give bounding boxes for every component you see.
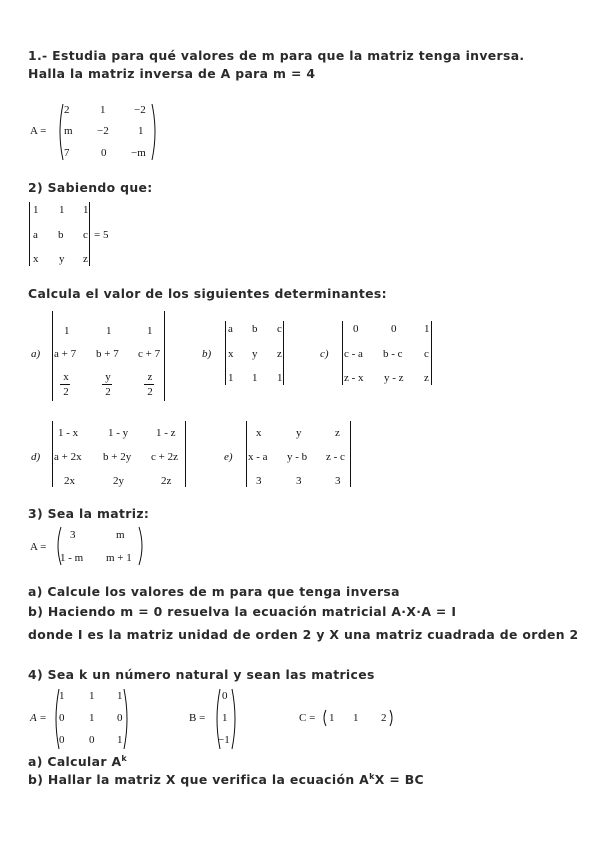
- p3-heading: 3) Sea la matriz:: [28, 506, 150, 521]
- fraction-line: [102, 384, 112, 385]
- paren-right: [389, 709, 395, 727]
- p3-cell: m: [116, 529, 125, 541]
- p4-part-b-post: X = BC: [374, 772, 424, 788]
- fraction-line: [144, 384, 154, 385]
- det-b-label: b): [202, 348, 212, 360]
- p3-part-b: b) Haciendo m = 0 resuelva la ecuación matricial A·X·A = I: [28, 604, 457, 619]
- p3-cell: 1 - m: [60, 552, 84, 564]
- det-cell: 1 - x: [58, 427, 79, 439]
- det-cell: y - b: [287, 451, 308, 463]
- frac-num: z: [147, 371, 153, 383]
- det-cell: 1: [252, 372, 258, 384]
- det-bar-left: [225, 321, 226, 385]
- det-cell: c - a: [344, 348, 363, 360]
- p1-cell: 0: [101, 147, 107, 159]
- det-bar-left: [52, 311, 53, 401]
- det-a-label: a): [31, 348, 41, 360]
- p1-cell: 1: [138, 125, 144, 137]
- det-cell: c: [277, 323, 282, 335]
- det-cell: 1: [147, 325, 153, 337]
- det-cell: 3: [296, 475, 302, 487]
- p4-b-cell: 1: [222, 712, 228, 724]
- frac-den: 2: [105, 386, 111, 398]
- det-bar-left: [246, 421, 247, 487]
- det-cell: z: [83, 253, 88, 265]
- p4-a-cell: 0: [117, 712, 123, 724]
- det-cell: y - z: [384, 372, 404, 384]
- det-cell: y: [59, 253, 65, 265]
- det-cell: x: [256, 427, 262, 439]
- p4-a-cell: 1: [117, 690, 123, 702]
- p2-calc-text: Calcula el valor de los siguientes determinantes:: [28, 286, 387, 301]
- p1-cell: 2: [64, 104, 70, 116]
- p4-a-cell: 0: [89, 734, 95, 746]
- det-cell: c + 7: [138, 348, 161, 360]
- p4-part-b-sup: k: [369, 772, 375, 781]
- det-cell: b: [58, 229, 64, 241]
- det-cell: 3: [335, 475, 341, 487]
- det-cell: b + 7: [96, 348, 119, 360]
- paren-left: [56, 103, 64, 161]
- det-cell: z: [335, 427, 340, 439]
- p3-part-c: donde I es la matriz unidad de orden 2 y X una matriz cuadrada de orden 2: [28, 627, 579, 642]
- p1-line1: 1.- Estudia para qué valores de m para que la matriz tenga inversa.: [28, 48, 525, 63]
- det-cell: b + 2y: [103, 451, 132, 463]
- det-cell: c: [83, 229, 88, 241]
- det-cell: 2y: [113, 475, 124, 487]
- p4-part-b: [28, 772, 424, 787]
- det-cell: x: [33, 253, 39, 265]
- p1-cell: −2: [134, 104, 146, 116]
- fraction-line: [60, 384, 70, 385]
- det-cell: 1: [33, 204, 39, 216]
- p4-a-cell: 1: [89, 712, 95, 724]
- det-bar-right: [89, 202, 90, 266]
- det-bar-right: [164, 311, 165, 401]
- det-d-label: d): [31, 451, 41, 463]
- det-cell: 1: [106, 325, 112, 337]
- det-bar-right: [350, 421, 351, 487]
- p4-a-cell: 1: [117, 734, 123, 746]
- det-cell: x - a: [248, 451, 268, 463]
- paren-left: [321, 709, 327, 727]
- p1-cell: m: [64, 125, 73, 137]
- det-bar-right: [185, 421, 186, 487]
- frac-den: 2: [63, 386, 69, 398]
- paren-right: [123, 688, 131, 750]
- det-cell: 1: [64, 325, 70, 337]
- paren-right: [151, 103, 159, 161]
- det-cell: z - c: [326, 451, 345, 463]
- det-cell: y: [252, 348, 258, 360]
- det-cell: x: [228, 348, 234, 360]
- p3-cell: m + 1: [106, 552, 132, 564]
- det-equals: = 5: [94, 229, 109, 241]
- det-bar-right: [283, 321, 284, 385]
- p1-cell: 7: [64, 147, 70, 159]
- p3-cell: 3: [70, 529, 76, 541]
- det-cell: 2z: [161, 475, 172, 487]
- frac-den: 2: [147, 386, 153, 398]
- det-cell: a + 7: [54, 348, 77, 360]
- det-cell: z: [277, 348, 282, 360]
- p4-a-cell: 0: [59, 734, 65, 746]
- p1-cell: −2: [97, 125, 109, 137]
- p4-c-label: C =: [299, 712, 316, 724]
- det-cell: 1 - y: [108, 427, 129, 439]
- det-cell: b: [252, 323, 258, 335]
- det-e-label: e): [224, 451, 233, 463]
- p4-heading: 4) Sea k un número natural y sean las matrices: [28, 667, 375, 682]
- det-bar-left: [52, 421, 53, 487]
- p1-cell: −m: [131, 147, 146, 159]
- frac-num: y: [105, 371, 111, 383]
- p4-part-a-text: a) Calcular A: [28, 754, 122, 770]
- det-cell: c: [424, 348, 429, 360]
- p4-c-cell: 1: [329, 712, 335, 724]
- p4-part-b-text: b) Hallar la matriz X que verifica la ecuación A: [28, 772, 370, 788]
- paren-right: [231, 688, 239, 750]
- det-cell: 3: [256, 475, 262, 487]
- det-cell: z: [424, 372, 429, 384]
- p1-cell: 1: [100, 104, 106, 116]
- det-cell: y: [296, 427, 302, 439]
- p1-line2: Halla la matriz inversa de A para m = 4: [28, 66, 316, 81]
- p4-a-cell: 1: [89, 690, 95, 702]
- det-cell: 1: [277, 372, 283, 384]
- det-cell: c + 2z: [151, 451, 178, 463]
- det-cell: 1 - z: [156, 427, 176, 439]
- p4-c-cell: 1: [353, 712, 359, 724]
- det-cell: a + 2x: [54, 451, 82, 463]
- paren-right: [138, 526, 146, 566]
- det-cell: 0: [353, 323, 359, 335]
- det-c-label: c): [320, 348, 329, 360]
- p4-b-label: B =: [189, 712, 206, 724]
- det-cell: 1: [424, 323, 430, 335]
- det-cell: 1: [83, 204, 89, 216]
- p4-b-cell: −1: [218, 734, 230, 746]
- p4-a-cell: 1: [59, 690, 65, 702]
- p2-heading: 2) Sabiendo que:: [28, 180, 153, 195]
- det-cell: 0: [391, 323, 397, 335]
- p4-a-label: A =: [30, 712, 47, 724]
- det-cell: 2x: [64, 475, 75, 487]
- p4-part-a-sup: k: [121, 754, 128, 763]
- frac-num: x: [63, 371, 69, 383]
- p4-c-cell: 2: [381, 712, 387, 724]
- det-cell: 1: [228, 372, 234, 384]
- det-cell: a: [33, 229, 38, 241]
- p3-matrix-label: A =: [30, 541, 47, 553]
- p1-matrix-label: A =: [30, 125, 47, 137]
- det-cell: 1: [59, 204, 65, 216]
- det-cell: z - x: [344, 372, 364, 384]
- det-bar-right: [431, 321, 432, 385]
- det-bar-left: [29, 202, 30, 266]
- det-cell: a: [228, 323, 233, 335]
- p3-part-a: a) Calcule los valores de m para que tenga inversa: [28, 584, 400, 599]
- p4-part-a: [28, 754, 127, 769]
- det-cell: b - c: [383, 348, 403, 360]
- p4-a-cell: 0: [59, 712, 65, 724]
- p4-b-cell: 0: [222, 690, 228, 702]
- det-bar-left: [342, 321, 343, 385]
